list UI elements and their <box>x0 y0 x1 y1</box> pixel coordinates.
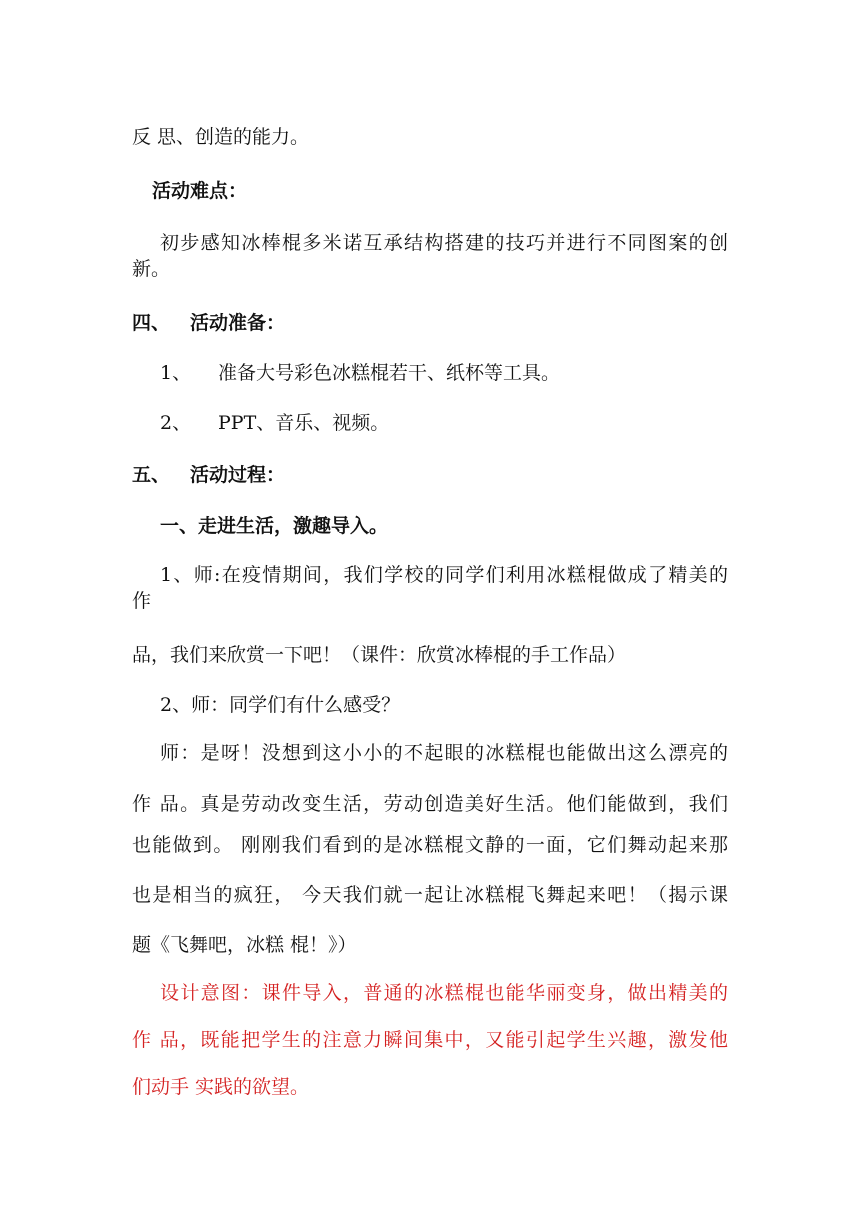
list-item-number: 2、 <box>160 412 192 434</box>
section-number: 五、 <box>132 464 171 486</box>
section-heading: 活动准备： <box>190 312 286 334</box>
paragraph-line: 初步感知冰棒棍多米诺互承结构搭建的技巧并进行不同图案的创 <box>160 232 728 254</box>
paragraph-line: 反 思、创造的能力。 <box>132 126 310 148</box>
list-item-text: 准备大号彩色冰糕棍若干、纸杯等工具。 <box>218 362 561 384</box>
paragraph-line: 也能做到。 刚刚我们看到的是冰糕棍文静的一面，它们舞动起来那 <box>132 834 728 856</box>
paragraph-line: 1、师:在疫情期间，我们学校的同学们利用冰糕棍做成了精美的 <box>160 564 728 586</box>
paragraph-line: 品，我们来欣赏一下吧！（课件：欣赏冰棒棍的手工作品） <box>132 644 627 666</box>
design-note-line: 作 品，既能把学生的注意力瞬间集中，又能引起学生兴趣，激发他 <box>132 1029 728 1051</box>
paragraph-line: 也是相当的疯狂， 今天我们就一起让冰糕棍飞舞起来吧！（揭示课 <box>132 884 728 906</box>
step-heading: 一、走进生活，激趣导入。 <box>160 515 389 537</box>
paragraph-line: 作 <box>132 590 152 612</box>
paragraph-line: 2、师：同学们有什么感受？ <box>160 694 401 716</box>
paragraph-line: 作 品。真是劳动改变生活，劳动创造美好生活。他们能做到，我们 <box>132 793 728 815</box>
paragraph-line: 新。 <box>132 258 171 280</box>
section-subheading: 活动难点： <box>152 180 248 202</box>
list-item-number: 1、 <box>160 362 192 384</box>
section-heading: 活动过程： <box>190 464 286 486</box>
design-note-line: 设计意图：课件导入，普通的冰糕棍也能华丽变身，做出精美的 <box>160 982 728 1004</box>
paragraph-line: 题《飞舞吧，冰糕 棍！》） <box>132 934 357 956</box>
section-number: 四、 <box>132 312 171 334</box>
design-note-line: 们动手 实践的欲望。 <box>132 1076 310 1098</box>
paragraph-line: 师：是呀！没想到这小小的不起眼的冰糕棍也能做出这么漂亮的 <box>160 742 728 764</box>
list-item-text: PPT、音乐、视频。 <box>218 412 390 434</box>
